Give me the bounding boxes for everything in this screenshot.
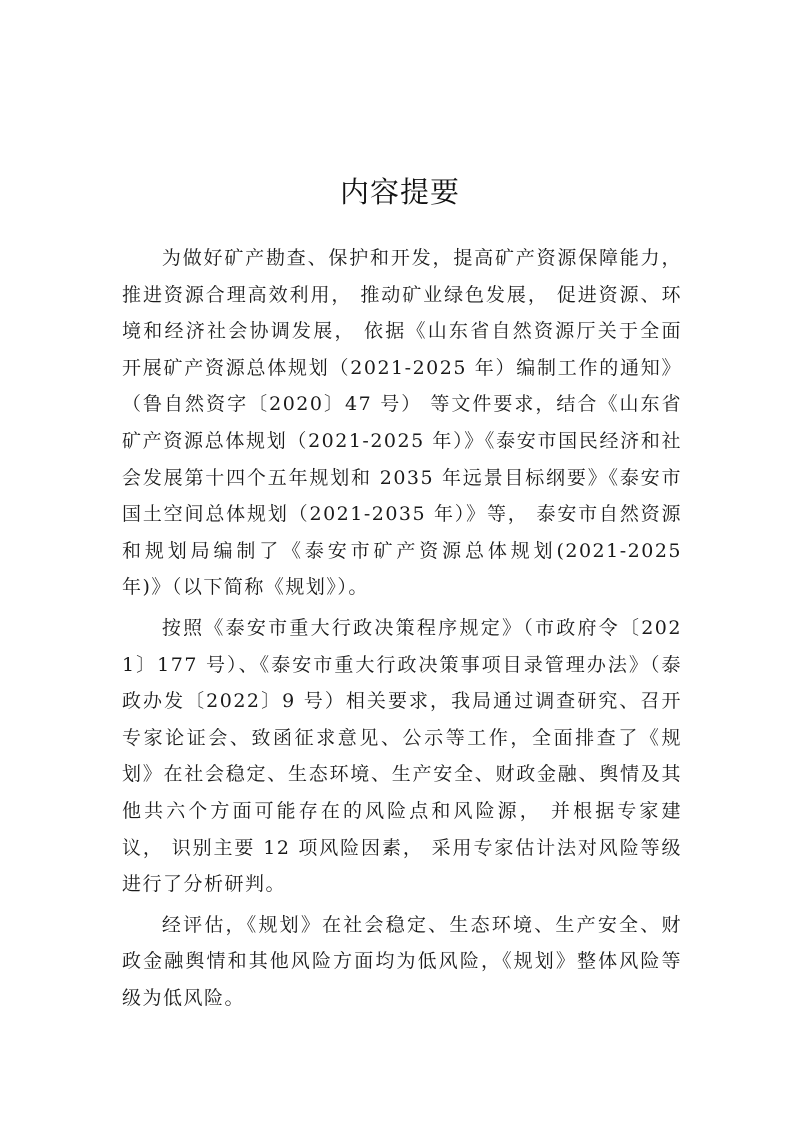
document-title: 内容提要 [339, 175, 460, 209]
paragraph-basis: 为做好矿产勘查、保护和开发，提高矿产资源保障能力，推进资源合理高效利用， 推动矿业绿色发展， 促进资源、环境和经济社会协调发展， 依据《山东省自然资源厅关于全面开展矿产资源总体规划（2021-2025 年）编制工作的通知》（鲁自然资字〔2020〕47 号） 等文件要求，结合《山东省矿产资源总体规划（2021-2025 年）》《泰安市国民经济和社会发展第十四个五年规划和 2035 年远景目标纲要》《泰安市国土空间总体规划（2021-2035 年）》等， 泰安市自然资源和规划局编制了《泰安市矿产资源总体规划(2021-2025 年)》（以下简称《规划》）。 [122, 247, 682, 599]
paragraph-process: 按照《泰安市重大行政决策程序规定》（市政府令〔2021〕177 号）、《泰安市重大行政决策事项目录管理办法》（泰政办发〔2022〕9 号）相关要求，我局通过调查研究、召开专家论证会、致函征求意见、公示等工作，全面排查了《规划》在社会稳定、生态环境、生产安全、财政金融、舆情及其他共六个方面可能存在的风险点和风险源， 并根据专家建议， 识别主要 12 项风险因素， 采用专家估计法对风险等级进行了分析研判。 [122, 616, 682, 896]
document-body [122, 240, 682, 1020]
paragraph-conclusion: 经评估，《规划》在社会稳定、生态环境、生产安全、财政金融舆情和其他风险方面均为低风险，《规划》整体风险等级为低风险。 [122, 913, 682, 1009]
